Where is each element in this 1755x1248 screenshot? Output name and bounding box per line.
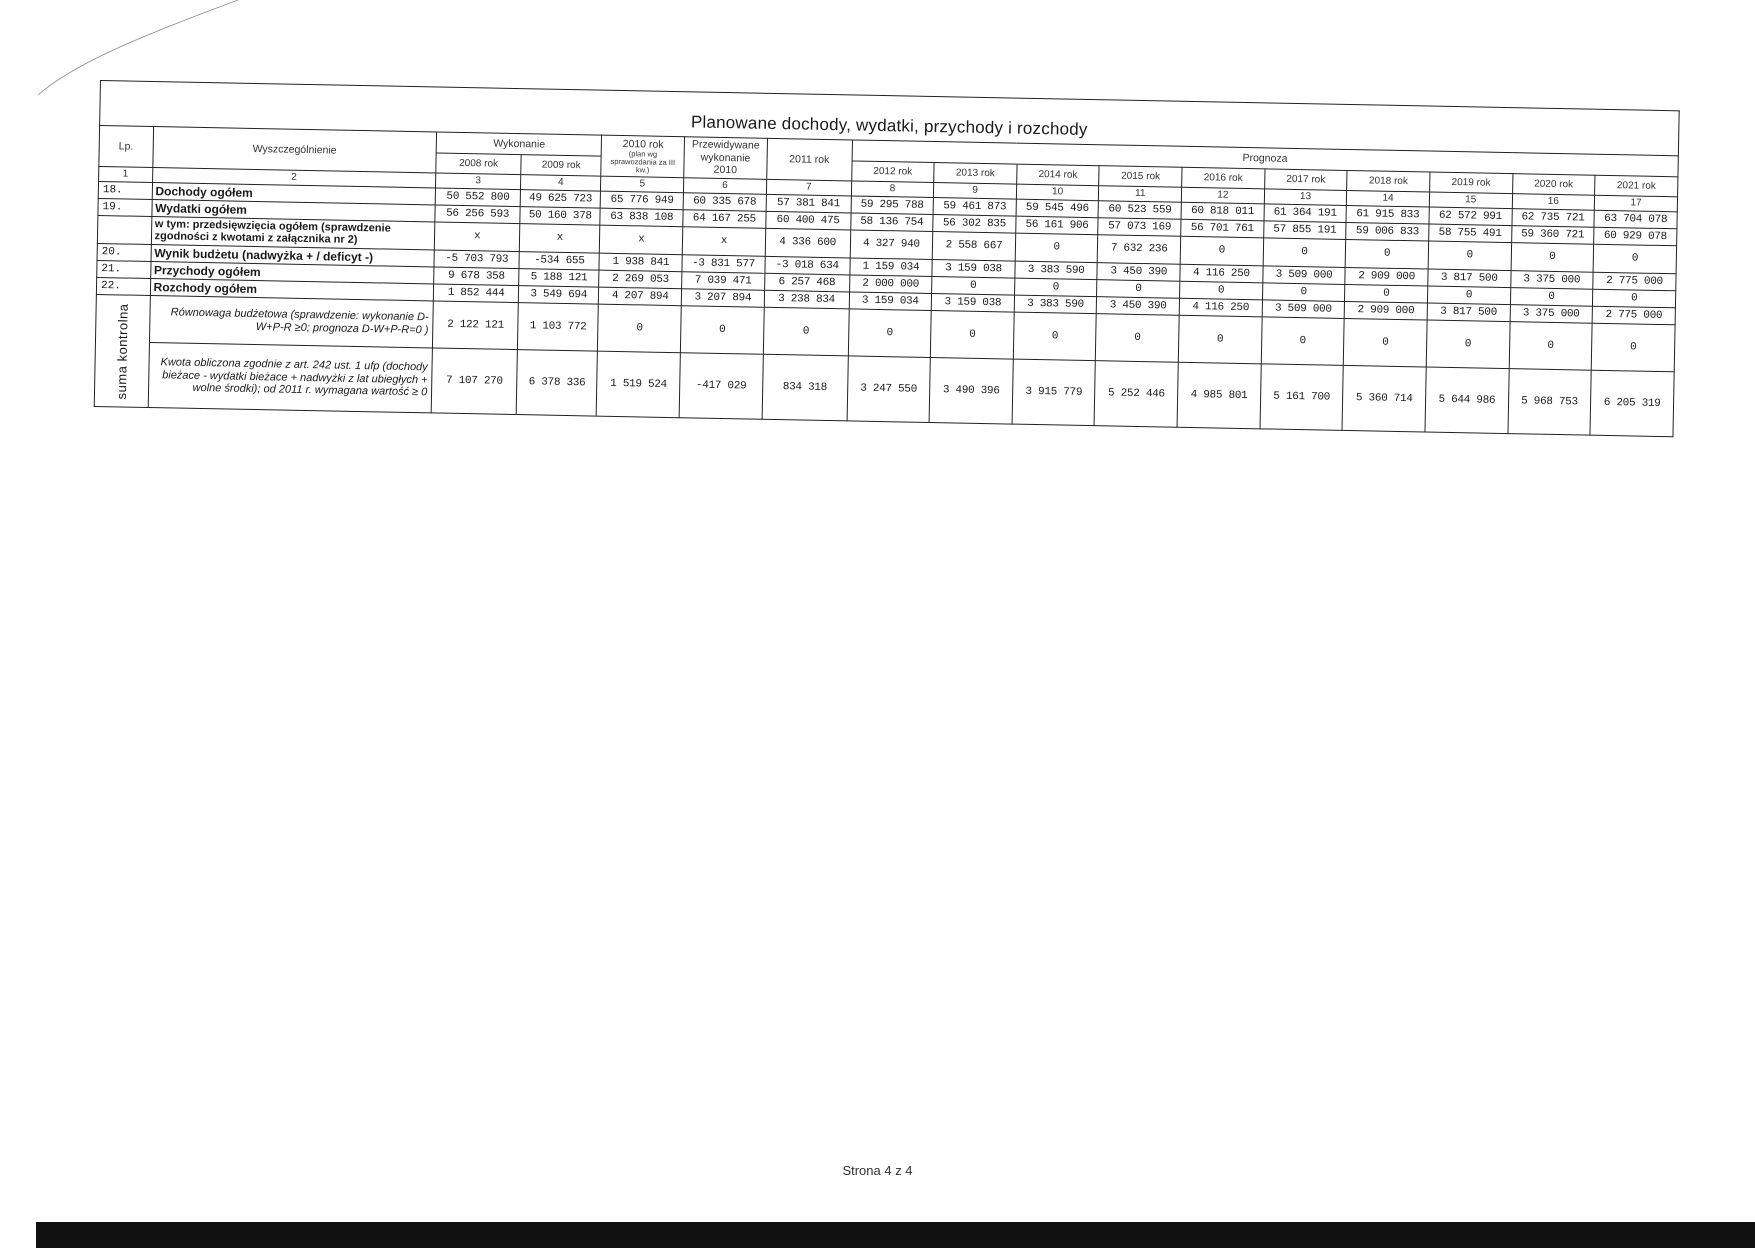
row-value: 58 136 754 [850,213,933,232]
header-forecast-year: 2012 rok [851,161,934,182]
control-row-value: 0 [1426,320,1510,369]
control-row-value: 3 915 779 [1012,359,1096,426]
col-number: 6 [684,178,767,195]
control-side-label: suma kontrolna [113,302,131,400]
header-wykonanie: Wykonanie [436,132,602,156]
row-value: 62 572 991 [1429,207,1512,226]
row-value: 0 [1262,283,1345,302]
row-label: Rozchody ogółem [150,279,434,301]
budget-table-container [94,80,1680,437]
row-value: x [435,222,520,252]
col-number: 9 [934,182,1017,199]
header-2010-title: 2010 rok [622,137,664,151]
page-footer: Strona 4 z 4 [842,1163,913,1178]
row-value: 62 735 721 [1512,208,1595,227]
row-label: Wydatki ogółem [151,199,435,221]
control-row-value: 0 [848,309,932,358]
col-number: 3 [436,173,521,190]
row-value: 3 509 000 [1263,266,1346,285]
control-row-value: 5 161 700 [1260,364,1344,431]
col-number: 11 [1099,185,1182,202]
control-row-value: 3 490 396 [929,358,1013,425]
control-row-value: 0 [1096,314,1180,363]
row-value: 60 818 011 [1181,202,1264,221]
row-value: 0 [1180,236,1263,266]
row-value: 59 295 788 [851,196,934,215]
header-forecast-year: 2020 rok [1512,174,1595,195]
header-forecast-year: 2014 rok [1017,164,1100,185]
row-value: 0 [1097,280,1180,299]
row-value: 0 [1015,233,1098,263]
row-value: 2 909 000 [1345,268,1428,287]
header-2011: 2011 rok [766,138,852,180]
row-value: 3 159 038 [931,294,1014,313]
row-value: 4 336 600 [765,228,850,258]
row-value: 3 383 590 [1015,261,1098,280]
row-value: 0 [1510,288,1593,307]
row-label: Dochody ogółem [152,182,436,204]
row-value: 3 159 034 [849,292,932,311]
header-lp: Lp. [99,126,153,168]
col-number: 16 [1512,193,1595,210]
row-value: 1 938 841 [599,253,682,272]
col-number: 13 [1264,189,1347,206]
row-value: x [519,223,600,253]
row-value: 3 817 500 [1427,303,1510,322]
header-2009: 2009 rok [521,155,602,176]
row-label: Wynik budżetu (nadwyżka + / deficyt -) [151,245,435,267]
control-row-value: 5 252 446 [1094,361,1178,428]
row-value: 59 461 873 [933,197,1016,216]
row-value: 7 039 471 [682,272,765,291]
row-value: 0 [932,277,1015,296]
row-value: 0 [1593,244,1676,274]
budget-table [94,125,1679,437]
row-value: 0 [1180,281,1263,300]
control-row-value: 5 968 753 [1508,369,1592,436]
row-value: 0 [1263,238,1346,268]
table-title: Planowane dochody, wydatki, przychody i rozchody [690,112,1088,139]
row-value: 57 073 169 [1098,217,1181,236]
row-value: 0 [1014,278,1097,297]
row-value: 2 558 667 [932,231,1015,261]
row-value: x [600,225,683,255]
row-lp: 19. [98,198,152,216]
col-number: 17 [1594,195,1677,212]
row-value: 59 006 833 [1346,222,1429,241]
header-forecast-year: 2013 rok [934,163,1017,184]
row-value: 2 775 000 [1593,272,1676,291]
control-row-value: 0 [1178,315,1262,364]
row-value: 3 383 590 [1014,295,1097,314]
row-value: 3 375 000 [1510,305,1593,324]
header-przewidywane: Przewidywane wykonanie 2010 [684,137,767,179]
row-value: x [682,226,765,256]
row-value: 1 159 034 [849,258,932,277]
control-row-value: 1 103 772 [517,303,598,352]
control-row-value: 0 [763,307,849,356]
row-value: -5 703 793 [434,250,519,269]
col-number: 4 [521,174,602,191]
row-value: 60 523 559 [1098,200,1181,219]
row-value: 3 207 894 [681,289,764,308]
col-number: 14 [1347,190,1430,207]
row-value: 56 256 593 [435,205,520,224]
scan-bottom-edge [36,1222,1755,1248]
row-value: 4 207 894 [599,287,682,306]
row-value: 0 [1593,289,1676,308]
control-row-value: 0 [680,306,764,355]
row-value: 4 327 940 [850,230,933,260]
header-prognoza: Prognoza [852,140,1679,177]
header-forecast-year: 2021 rok [1595,175,1678,196]
row-value: 50 552 800 [435,188,520,207]
row-value: 3 549 694 [518,286,599,305]
row-value: 2 909 000 [1344,302,1427,321]
row-value: 4 116 250 [1180,264,1263,283]
row-value: 0 [1345,285,1428,304]
row-value: 56 302 835 [933,214,1016,233]
row-lp: 21. [97,261,151,279]
row-lp: 18. [98,181,152,199]
row-value: 56 701 761 [1181,219,1264,238]
control-row-value: 0 [931,311,1015,360]
row-value: 63 704 078 [1594,210,1677,229]
control-row-value: 0 [1509,322,1593,371]
row-lp: 20. [97,244,151,262]
control-row-value: 5 360 714 [1342,365,1426,432]
row-value: 50 160 378 [520,206,601,225]
control-row-value: 0 [1344,318,1428,367]
row-value: 6 257 468 [764,273,849,292]
control-row-label: Kwota obliczona zgodnie z art. 242 ust. 1 ufp (dochody bieżace - wydatki bieżace + nadwyżki z lat ubiegłych + wolne środki); od 2011 r. wymagana wartość ≥ 0 [148,343,433,413]
col-number: 7 [766,179,851,196]
control-row-value: 0 [1013,312,1097,361]
control-row-value: 0 [598,304,682,353]
control-row-value: 3 247 550 [847,356,931,423]
header-wyszczegolnienie: Wyszczególnienie [152,127,436,173]
col-number: 8 [851,181,934,198]
header-2010 [601,135,684,177]
row-value: 56 161 906 [1016,216,1099,235]
row-value: 59 360 721 [1511,225,1594,244]
row-value: 0 [1427,286,1510,305]
row-value: 3 375 000 [1510,271,1593,290]
control-row-value: 4 985 801 [1177,362,1261,429]
row-value: 65 776 949 [601,191,684,210]
control-row-value: 7 107 270 [431,348,517,415]
row-value: 57 381 841 [766,194,851,213]
row-value: 61 364 191 [1264,204,1347,223]
col-number: 1 [99,166,153,182]
row-value: 7 632 236 [1098,234,1181,264]
row-value: 60 929 078 [1594,227,1677,246]
row-value: 3 238 834 [764,290,849,309]
control-row-value: 6 378 336 [516,350,598,417]
control-row-label: Równowaga budżetowa (sprawdzenie: wykonanie D-W+P-R ≥0; prognoza D-W+P-R=0 ) [149,296,433,348]
row-label: Przychody ogółem [150,262,434,284]
col-number: 10 [1016,184,1099,201]
header-forecast-year: 2015 rok [1099,166,1182,187]
row-value: 5 188 121 [519,269,600,288]
row-value: 60 400 475 [765,211,850,230]
row-value: 63 838 108 [600,208,683,227]
row-value: 2 000 000 [849,275,932,294]
col-number: 12 [1181,187,1264,204]
header-2008: 2008 rok [436,153,521,174]
row-value: 2 269 053 [599,270,682,289]
row-value: 1 852 444 [434,284,519,303]
header-forecast-year: 2019 rok [1430,172,1513,193]
row-value: 57 855 191 [1263,221,1346,240]
row-value: 58 755 491 [1429,224,1512,243]
control-row-value: 1 519 524 [597,351,681,418]
header-forecast-year: 2017 rok [1264,169,1347,190]
control-row-value: 2 122 121 [433,301,519,350]
control-row-value: 834 318 [762,354,848,421]
header-forecast-year: 2018 rok [1347,171,1430,192]
header-forecast-year: 2016 rok [1182,167,1265,188]
row-value: 64 167 255 [683,210,766,229]
row-value: 3 450 390 [1097,263,1180,282]
row-value: 0 [1345,239,1428,269]
row-value: 61 915 833 [1346,205,1429,224]
row-value: 60 335 678 [683,193,766,212]
row-lp [97,215,151,244]
row-value: 3 509 000 [1262,300,1345,319]
row-label: w tym: przedsięwzięcia ogółem (sprawdzenie zgodności z kwotami z załącznika nr 2) [151,216,435,250]
row-value: 59 545 496 [1016,199,1099,218]
row-value: 9 678 358 [434,267,519,286]
row-value: 4 116 250 [1179,298,1262,317]
control-row-value: 6 205 319 [1590,370,1674,437]
control-row-value: -417 029 [679,353,763,420]
col-number: 2 [152,167,436,187]
col-number: 5 [601,176,684,193]
row-value: -3 018 634 [765,256,850,275]
control-row-value: 0 [1261,317,1345,366]
header-2010-note: (plan wg sprawozdania za III kw.) [610,148,676,175]
row-value: 2 775 000 [1592,306,1675,325]
row-value: -3 831 577 [682,255,765,274]
row-value: 3 450 390 [1097,297,1180,316]
control-row-value: 0 [1591,323,1675,372]
control-side-label-cell [94,295,150,408]
row-value: 3 817 500 [1428,269,1511,288]
control-row-value: 5 644 986 [1425,367,1509,434]
row-value: 0 [1511,242,1594,272]
row-value: 3 159 038 [932,260,1015,279]
col-number: 15 [1429,192,1512,209]
row-lp: 22. [96,278,150,296]
row-value: 49 625 723 [520,189,601,208]
row-value: 0 [1428,241,1511,271]
row-value: -534 655 [519,252,600,271]
